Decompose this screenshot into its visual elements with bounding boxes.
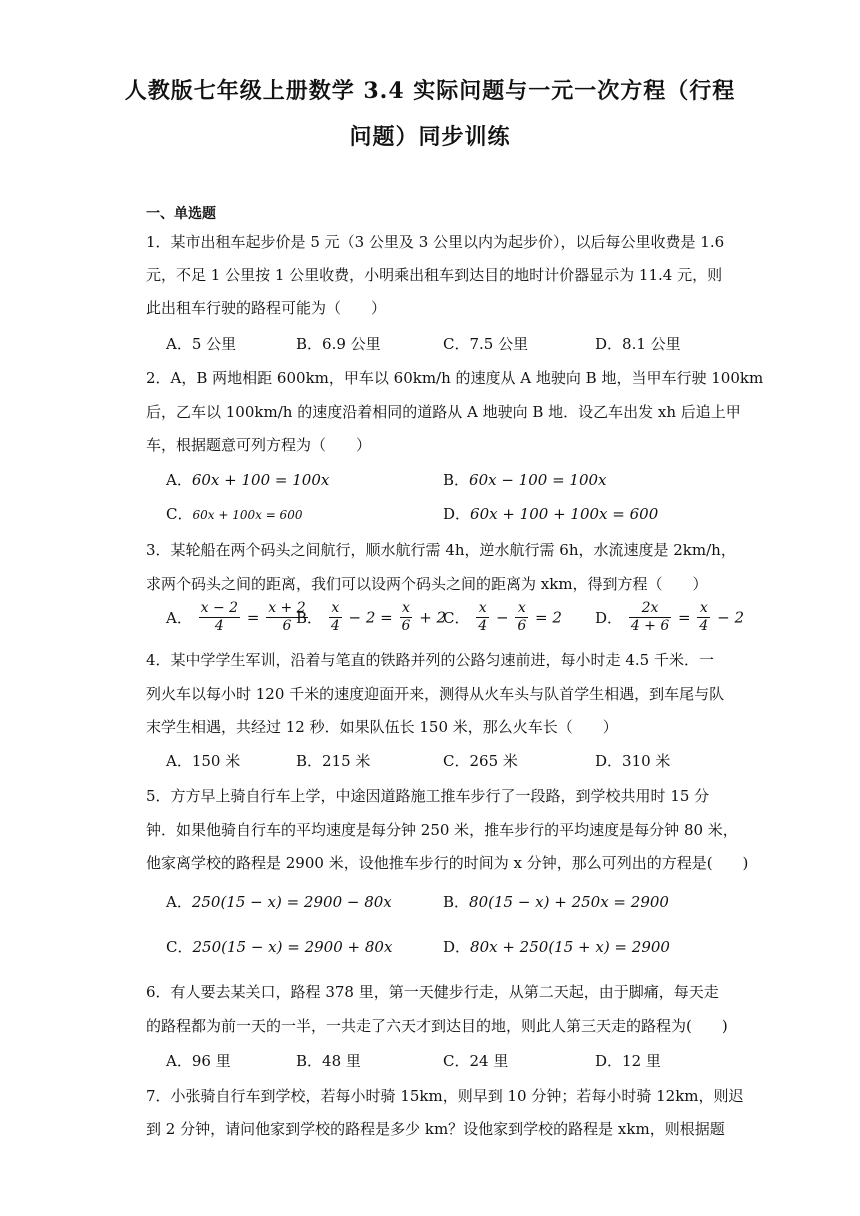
question-4-option-b: B．215 米 xyxy=(296,752,371,770)
question-5-line-1: 5．方方早上骑自行车上学，中途因道路施工推车步行了一段路，到学校共用时 15 分 xyxy=(146,787,710,805)
question-3-line-1: 3．某轮船在两个码头之间航行，顺水航行需 4h，逆水航行需 6h，水流速度是 2km/h， xyxy=(146,541,736,559)
option-equation: 80x + 250(15 + x) = 2900 xyxy=(470,938,670,956)
fraction-1 xyxy=(629,600,671,635)
numerator: x xyxy=(400,600,413,618)
operator: + 2 xyxy=(419,608,447,627)
fraction-2 xyxy=(400,600,413,635)
question-4-option-d: D．310 米 xyxy=(595,752,671,770)
question-1-line-3: 此出租车行驶的路程可能为（ ） xyxy=(146,299,387,317)
denominator: 4 xyxy=(699,618,709,634)
question-1-option-a: A．5 公里 xyxy=(166,335,237,353)
question-6-option-c: C．24 里 xyxy=(443,1052,509,1070)
option-label: D． xyxy=(443,938,471,956)
question-5-option-d xyxy=(443,936,670,957)
option-label: D． xyxy=(595,609,623,627)
option-label: B． xyxy=(296,609,323,627)
denominator: 4 xyxy=(478,618,488,634)
fraction-1 xyxy=(199,600,240,635)
question-6-line-1: 6．有人要去某关口，路程 378 里，第一天健步行走，从第二天起，由于脚痛，每天走 xyxy=(146,983,719,1001)
denominator: 4 + 6 xyxy=(630,618,670,634)
question-6-line-2: 的路程都为前一天的一半，一共走了六天才到达目的地，则此人第三天走的路程为( ) xyxy=(146,1017,728,1035)
option-equation: 60x + 100 = 100x xyxy=(191,471,330,489)
question-3-option-b xyxy=(296,600,446,635)
denominator: 6 xyxy=(401,618,411,634)
numerator: x xyxy=(515,600,528,618)
section-heading: 一、单选题 xyxy=(146,206,216,222)
option-equation: 60x − 100 = 100x xyxy=(469,471,607,489)
question-2-option-d xyxy=(443,503,658,524)
question-6-option-a: A．96 里 xyxy=(166,1052,231,1070)
question-5-line-3: 他家离学校的路程是 2900 米，设他推车步行的时间为 x 分钟，那么可列出的方程是( ) xyxy=(146,854,749,872)
document-title-line-2: 问题）同步训练 xyxy=(349,124,511,150)
fraction-2 xyxy=(697,600,710,635)
question-4-option-a: A．150 米 xyxy=(166,752,241,770)
document-title-line-1: 人教版七年级上册数学 3.4 实际问题与一元一次方程（行程 xyxy=(124,78,736,104)
option-equation: 60x + 100 + 100x = 600 xyxy=(470,505,659,523)
operator: − xyxy=(495,608,509,627)
option-equation: 80(15 − x) + 250x = 2900 xyxy=(469,893,669,911)
question-1-option-b: B．6.9 公里 xyxy=(296,335,381,353)
numerator: x + 2 xyxy=(268,600,306,616)
question-3-option-d xyxy=(595,600,744,635)
option-label: A． xyxy=(166,471,192,489)
question-2-line-3: 车，根据题意可列方程为（ ） xyxy=(146,436,372,454)
denominator: 6 xyxy=(282,618,292,634)
option-label: C． xyxy=(166,938,193,956)
option-equation: 60x + 100x = 600 xyxy=(192,508,303,522)
numerator: x xyxy=(697,600,710,618)
question-2-line-2: 后，乙车以 100km/h 的速度沿着相同的道路从 A 地驶向 B 地．设乙车出发 xh 后追上甲 xyxy=(146,403,741,421)
option-label: A． xyxy=(166,893,192,911)
option-label: C． xyxy=(443,609,470,627)
question-2-option-c xyxy=(166,503,302,524)
question-3-option-c xyxy=(443,600,562,635)
question-4-option-c: C．265 米 xyxy=(443,752,518,770)
numerator: x xyxy=(329,600,342,618)
question-6-option-d: D．12 里 xyxy=(595,1052,661,1070)
question-1-option-c: C．7.5 公里 xyxy=(443,335,529,353)
question-4-line-3: 末学生相遇，共经过 12 秒．如果队伍长 150 米，那么火车长（ ） xyxy=(146,718,618,736)
fraction-2 xyxy=(515,600,528,635)
option-label: A． xyxy=(166,609,192,627)
question-1-line-1: 1．某市出租车起步价是 5 元（3 公里及 3 公里以内为起步价），以后每公里收费是 1.6 xyxy=(146,233,725,251)
numerator: x − 2 xyxy=(200,600,239,616)
numerator: x xyxy=(476,600,489,618)
question-1-line-2: 元，不足 1 公里按 1 公里收费，小明乘出租车到达目的地时计价器显示为 11.4 元，则 xyxy=(146,266,723,284)
numerator: 2x xyxy=(629,600,671,618)
option-label: B． xyxy=(443,471,470,489)
operator: = xyxy=(678,608,691,627)
question-3-line-2: 求两个码头之间的距离，我们可以设两个码头之间的距离为 xkm，得到方程（ ） xyxy=(146,575,708,593)
option-label: D． xyxy=(443,505,471,523)
option-equation: 250(15 − x) = 2900 + 80x xyxy=(192,938,393,956)
question-2-option-a xyxy=(166,469,329,490)
question-1-option-d: D．8.1 公里 xyxy=(595,335,681,353)
question-7-line-1: 7．小张骑自行车到学校，若每小时骑 15km，则早到 10 分钟；若每小时骑 12km，则迟 xyxy=(146,1087,744,1105)
question-6-option-b: B．48 里 xyxy=(296,1052,361,1070)
denominator: 4 xyxy=(214,618,224,634)
question-4-line-1: 4．某中学学生军训，沿着与笔直的铁路并列的公路匀速前进，每小时走 4.5 千米．一 xyxy=(146,651,714,669)
operator: − 2 xyxy=(717,608,744,627)
question-5-line-2: 钟．如果他骑自行车的平均速度是每分钟 250 米，推车步行的平均速度是每分钟 80 米， xyxy=(146,821,738,839)
question-4-line-2: 列火车以每小时 120 千米的速度迎面开来，测得从火车头与队首学生相遇，到车尾与队 xyxy=(146,685,725,703)
denominator: 6 xyxy=(517,618,527,634)
fraction-1 xyxy=(476,600,489,635)
fraction-1 xyxy=(329,600,342,635)
operator: = xyxy=(246,608,260,627)
question-5-option-b xyxy=(443,891,669,912)
question-5-option-a xyxy=(166,891,392,912)
question-3-option-a xyxy=(166,600,310,635)
question-7-line-2: 到 2 分钟，请问他家到学校的路程是多少 km？设他家到学校的路程是 xkm，则根据题 xyxy=(146,1120,725,1138)
option-label: B． xyxy=(443,893,470,911)
question-2-line-1: 2．A，B 两地相距 600km，甲车以 60km/h 的速度从 A 地驶向 B 地，当甲车行驶 100km xyxy=(146,369,764,387)
question-5-option-c xyxy=(166,936,392,957)
option-equation: 250(15 − x) = 2900 − 80x xyxy=(191,893,392,911)
option-label: C． xyxy=(166,505,193,523)
operator: − 2 = xyxy=(348,608,393,627)
question-2-option-b xyxy=(443,469,607,490)
denominator: 4 xyxy=(330,618,340,634)
operator: = 2 xyxy=(535,608,562,627)
